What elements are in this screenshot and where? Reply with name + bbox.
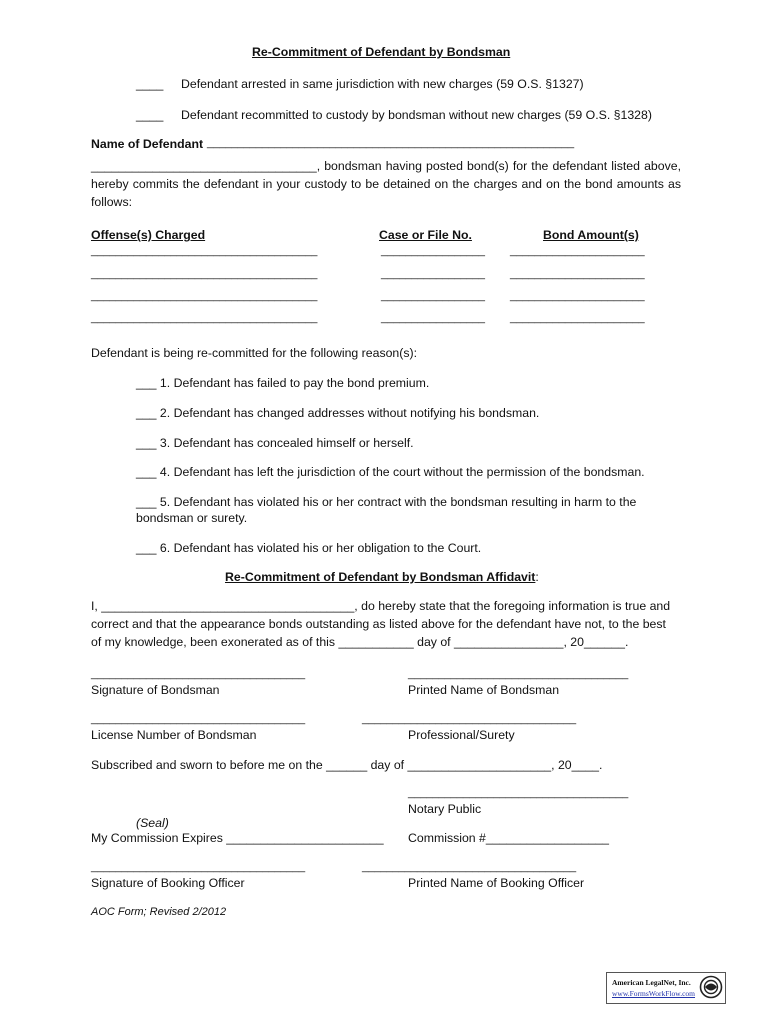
- bond-field-1[interactable]: ______________________: [510, 245, 645, 257]
- case-field-3[interactable]: _________________: [381, 290, 486, 302]
- bond-field-2[interactable]: ______________________: [510, 268, 645, 280]
- reason-5-continued: bondsman or surety.: [136, 511, 248, 525]
- affidavit-title: [225, 570, 539, 584]
- bondsman-printed-line[interactable]: ____________________________________: [408, 668, 629, 680]
- case-field-1[interactable]: _________________: [381, 245, 486, 257]
- form-revision: AOC Form; Revised 2/2012: [91, 906, 227, 918]
- license-label: License Number of Bondsman: [91, 728, 257, 742]
- option-1-text: Defendant arrested in same jurisdiction with new charges (59 O.S. §1327): [181, 77, 584, 91]
- notary-label: Notary Public: [408, 802, 482, 816]
- defendant-name-label: Name of Defendant: [91, 137, 204, 151]
- case-field-4[interactable]: _________________: [381, 312, 486, 324]
- offense-field-1[interactable]: _____________________________________: [91, 245, 318, 257]
- commission-number[interactable]: Commission #__________________: [408, 831, 610, 845]
- offense-field-2[interactable]: _____________________________________: [91, 268, 318, 280]
- header-case-no: Case or File No.: [379, 228, 472, 242]
- sworn-statement[interactable]: Subscribed and sworn to before me on the ______ day of _____________________, 20____.: [91, 758, 603, 772]
- affidavit-title-colon: :: [535, 570, 539, 584]
- reason-6[interactable]: ___ 6. Defendant has violated his or her obligation to the Court.: [136, 541, 482, 555]
- reason-3[interactable]: ___ 3. Defendant has concealed himself or herself.: [136, 436, 414, 450]
- offense-field-4[interactable]: _____________________________________: [91, 312, 318, 324]
- header-bond-amount: Bond Amount(s): [543, 228, 639, 242]
- intro-paragraph: [91, 157, 681, 211]
- affidavit-line-3[interactable]: of my knowledge, been exonerated as of this ___________ day of ________________, 20______.: [91, 635, 629, 649]
- commission-expires[interactable]: My Commission Expires _______________________: [91, 831, 384, 845]
- booking-printed-label: Printed Name of Booking Officer: [408, 876, 585, 890]
- bondsman-printed-label: Printed Name of Bondsman: [408, 683, 560, 697]
- booking-signature-label: Signature of Booking Officer: [91, 876, 245, 890]
- bondsman-signature-label: Signature of Bondsman: [91, 683, 220, 697]
- publisher-badge: [606, 972, 726, 1004]
- booking-printed-line[interactable]: ___________________________________: [362, 861, 577, 873]
- surety-line[interactable]: ___________________________________: [362, 713, 577, 725]
- case-field-2[interactable]: _________________: [381, 268, 486, 280]
- bond-field-4[interactable]: ______________________: [510, 312, 645, 324]
- form-title: Re-Commitment of Defendant by Bondsman: [252, 45, 511, 59]
- affidavit-title-text: Re-Commitment of Defendant by Bondsman Affidavit: [225, 570, 536, 584]
- bond-field-3[interactable]: ______________________: [510, 290, 645, 302]
- publisher-logo-icon: [699, 975, 723, 999]
- affidavit-line-1[interactable]: I, _____________________________________, do hereby state that the foregoing information is true and: [91, 599, 671, 613]
- option-2-checkbox-line[interactable]: ____: [136, 108, 164, 122]
- option-1-checkbox-line[interactable]: ____: [136, 77, 164, 91]
- seal-label: (Seal): [136, 816, 169, 830]
- publisher-link[interactable]: www.FormsWorkFlow.com: [612, 989, 696, 998]
- surety-label: Professional/Surety: [408, 728, 515, 742]
- bondsman-signature-line[interactable]: ___________________________________: [91, 668, 306, 680]
- license-line[interactable]: ___________________________________: [91, 713, 306, 725]
- reason-2[interactable]: ___ 2. Defendant has changed addresses without notifying his bondsman.: [136, 406, 540, 420]
- notary-signature-line[interactable]: ____________________________________: [408, 787, 629, 799]
- intro-text: , bondsman having posted bond(s) for the defendant listed above, hereby commits the defendant in your custody to be detained on the charges and on the bond amounts as follows:: [91, 159, 681, 209]
- reason-4[interactable]: ___ 4. Defendant has left the jurisdiction of the court without the permission of the bondsman.: [136, 465, 645, 479]
- offense-field-3[interactable]: _____________________________________: [91, 290, 318, 302]
- option-2-text: Defendant recommitted to custody by bondsman without new charges (59 O.S. §1328): [181, 108, 652, 122]
- reasons-intro: Defendant is being re-committed for the following reason(s):: [91, 346, 418, 360]
- booking-signature-line[interactable]: ___________________________________: [91, 861, 306, 873]
- header-offense: Offense(s) Charged: [91, 228, 206, 242]
- publisher-name: American LegalNet, Inc.: [612, 978, 691, 987]
- reason-1[interactable]: ___ 1. Defendant has failed to pay the bond premium.: [136, 376, 430, 390]
- defendant-name-field[interactable]: ____________________________________________________________: [207, 137, 575, 149]
- affidavit-line-2: correct and that the appearance bonds outstanding as listed above for the defendant have not, to the best: [91, 617, 666, 631]
- reason-5[interactable]: ___ 5. Defendant has violated his or her contract with the bondsman resulting in harm to the: [136, 495, 637, 509]
- bondsman-name-field[interactable]: _________________________________: [91, 159, 317, 173]
